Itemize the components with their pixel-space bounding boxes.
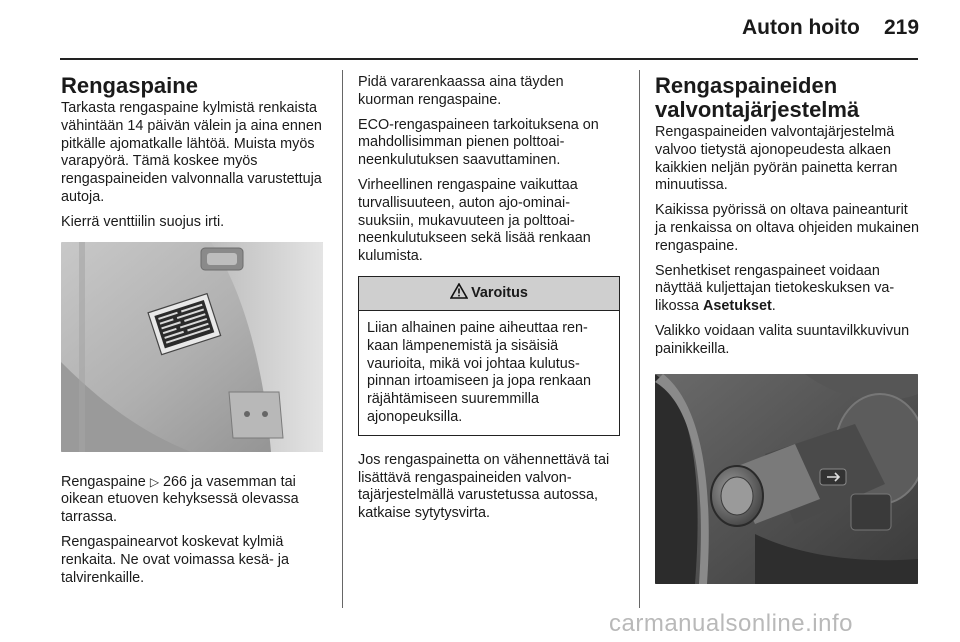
paragraph: ECO-rengaspaineen tarkoituksena on mahdollisimman pienen polttoaineenkulutuksen saavuttaminen. [358, 116, 599, 169]
section-title: Auton hoito [742, 16, 860, 39]
paragraph-text: Rengaspaine [61, 473, 150, 490]
paragraph: Virheellinen rengaspaine vaikuttaa turvallisuuteen, auton ajo-ominaisuuksiin, mukavuuteen ja polttoaineenkulutukseen sekä lisää renkaan kulumista. [358, 176, 591, 265]
paragraph: Kierrä venttiilin suojus irti. [61, 213, 225, 230]
warning-title: Varoitus [471, 284, 528, 301]
heading-rengaspaine: Rengaspaine [61, 73, 198, 98]
warning-text: Liian alhainen paine aiheuttaa renkaan lämpenemistä ja sisäisiä vaurioita, mikä voi johtaa kulutuspinnan irtoamiseen ja jopa renkaan räjähtämiseen suuremmilla ajonopeuksilla. [367, 319, 592, 425]
reference-arrow-icon: ▷ [149, 474, 160, 489]
warning-header [359, 277, 619, 311]
door-frame-sticker-photo [61, 242, 323, 452]
paragraph: Tarkasta rengaspaine kylmistä renkaista vähintään 14 päivän välein ja aina ennen pitkälle ajomatkalle lähtöä. Muista myös varapyörä. Tämä koskee myös rengaspaineiden valvonnalla varustettuja autoja. [61, 100, 322, 205]
column-left [61, 74, 329, 594]
column-divider [639, 70, 640, 608]
paragraph-text: 266 ja vasemman tai oikean etuoven kehyksessä olevassa tarrassa. [61, 473, 299, 526]
column-divider [342, 70, 343, 608]
paragraph-text: Senhetkiset rengaspaineet voidaan näyttää kuljettajan tietokeskuksen valikossa [655, 262, 895, 315]
turn-signal-lever-photo [655, 374, 918, 584]
warning-box [358, 276, 620, 436]
paragraph: Kaikissa pyörissä on oltava paineanturit ja renkaissa on oltava ohjeiden mukainen rengaspaine. [655, 202, 919, 254]
warning-triangle-icon [450, 283, 468, 305]
page-number: 219 [884, 16, 920, 39]
watermark: carmanualsonline.info [609, 610, 853, 637]
paragraph [61, 474, 329, 527]
menu-name-asetukset: Asetukset [703, 298, 772, 315]
paragraph: Rengaspaineiden valvontajärjestelmä valvoo tietystä ajonopeudesta alkaen kaikkien neljän pyörän painetta kerran minuutissa. [655, 124, 898, 194]
paragraph: Jos rengaspainetta on vähennettävä tai lisättävä rengaspaineiden valvontajärjestelmällä varustetussa autossa, katkaise sytytysvirta. [358, 451, 610, 522]
paragraph-text: . [771, 298, 776, 315]
column-right [655, 74, 921, 584]
paragraph: Valikko voidaan valita suuntavilkkuvivun painikkeilla. [655, 322, 910, 357]
header-rule [60, 58, 918, 60]
heading-valvontajarjestelma: Rengaspaineiden valvontajärjestelmä [655, 73, 860, 122]
column-middle [358, 74, 620, 530]
paragraph: Pidä vararenkaassa aina täyden kuorman rengaspaine. [358, 74, 564, 108]
paragraph [655, 263, 921, 316]
paragraph: Rengaspainearvot koskevat kylmiä renkaita. Ne ovat voimassa kesä- ja talvirenkaille. [61, 533, 289, 586]
